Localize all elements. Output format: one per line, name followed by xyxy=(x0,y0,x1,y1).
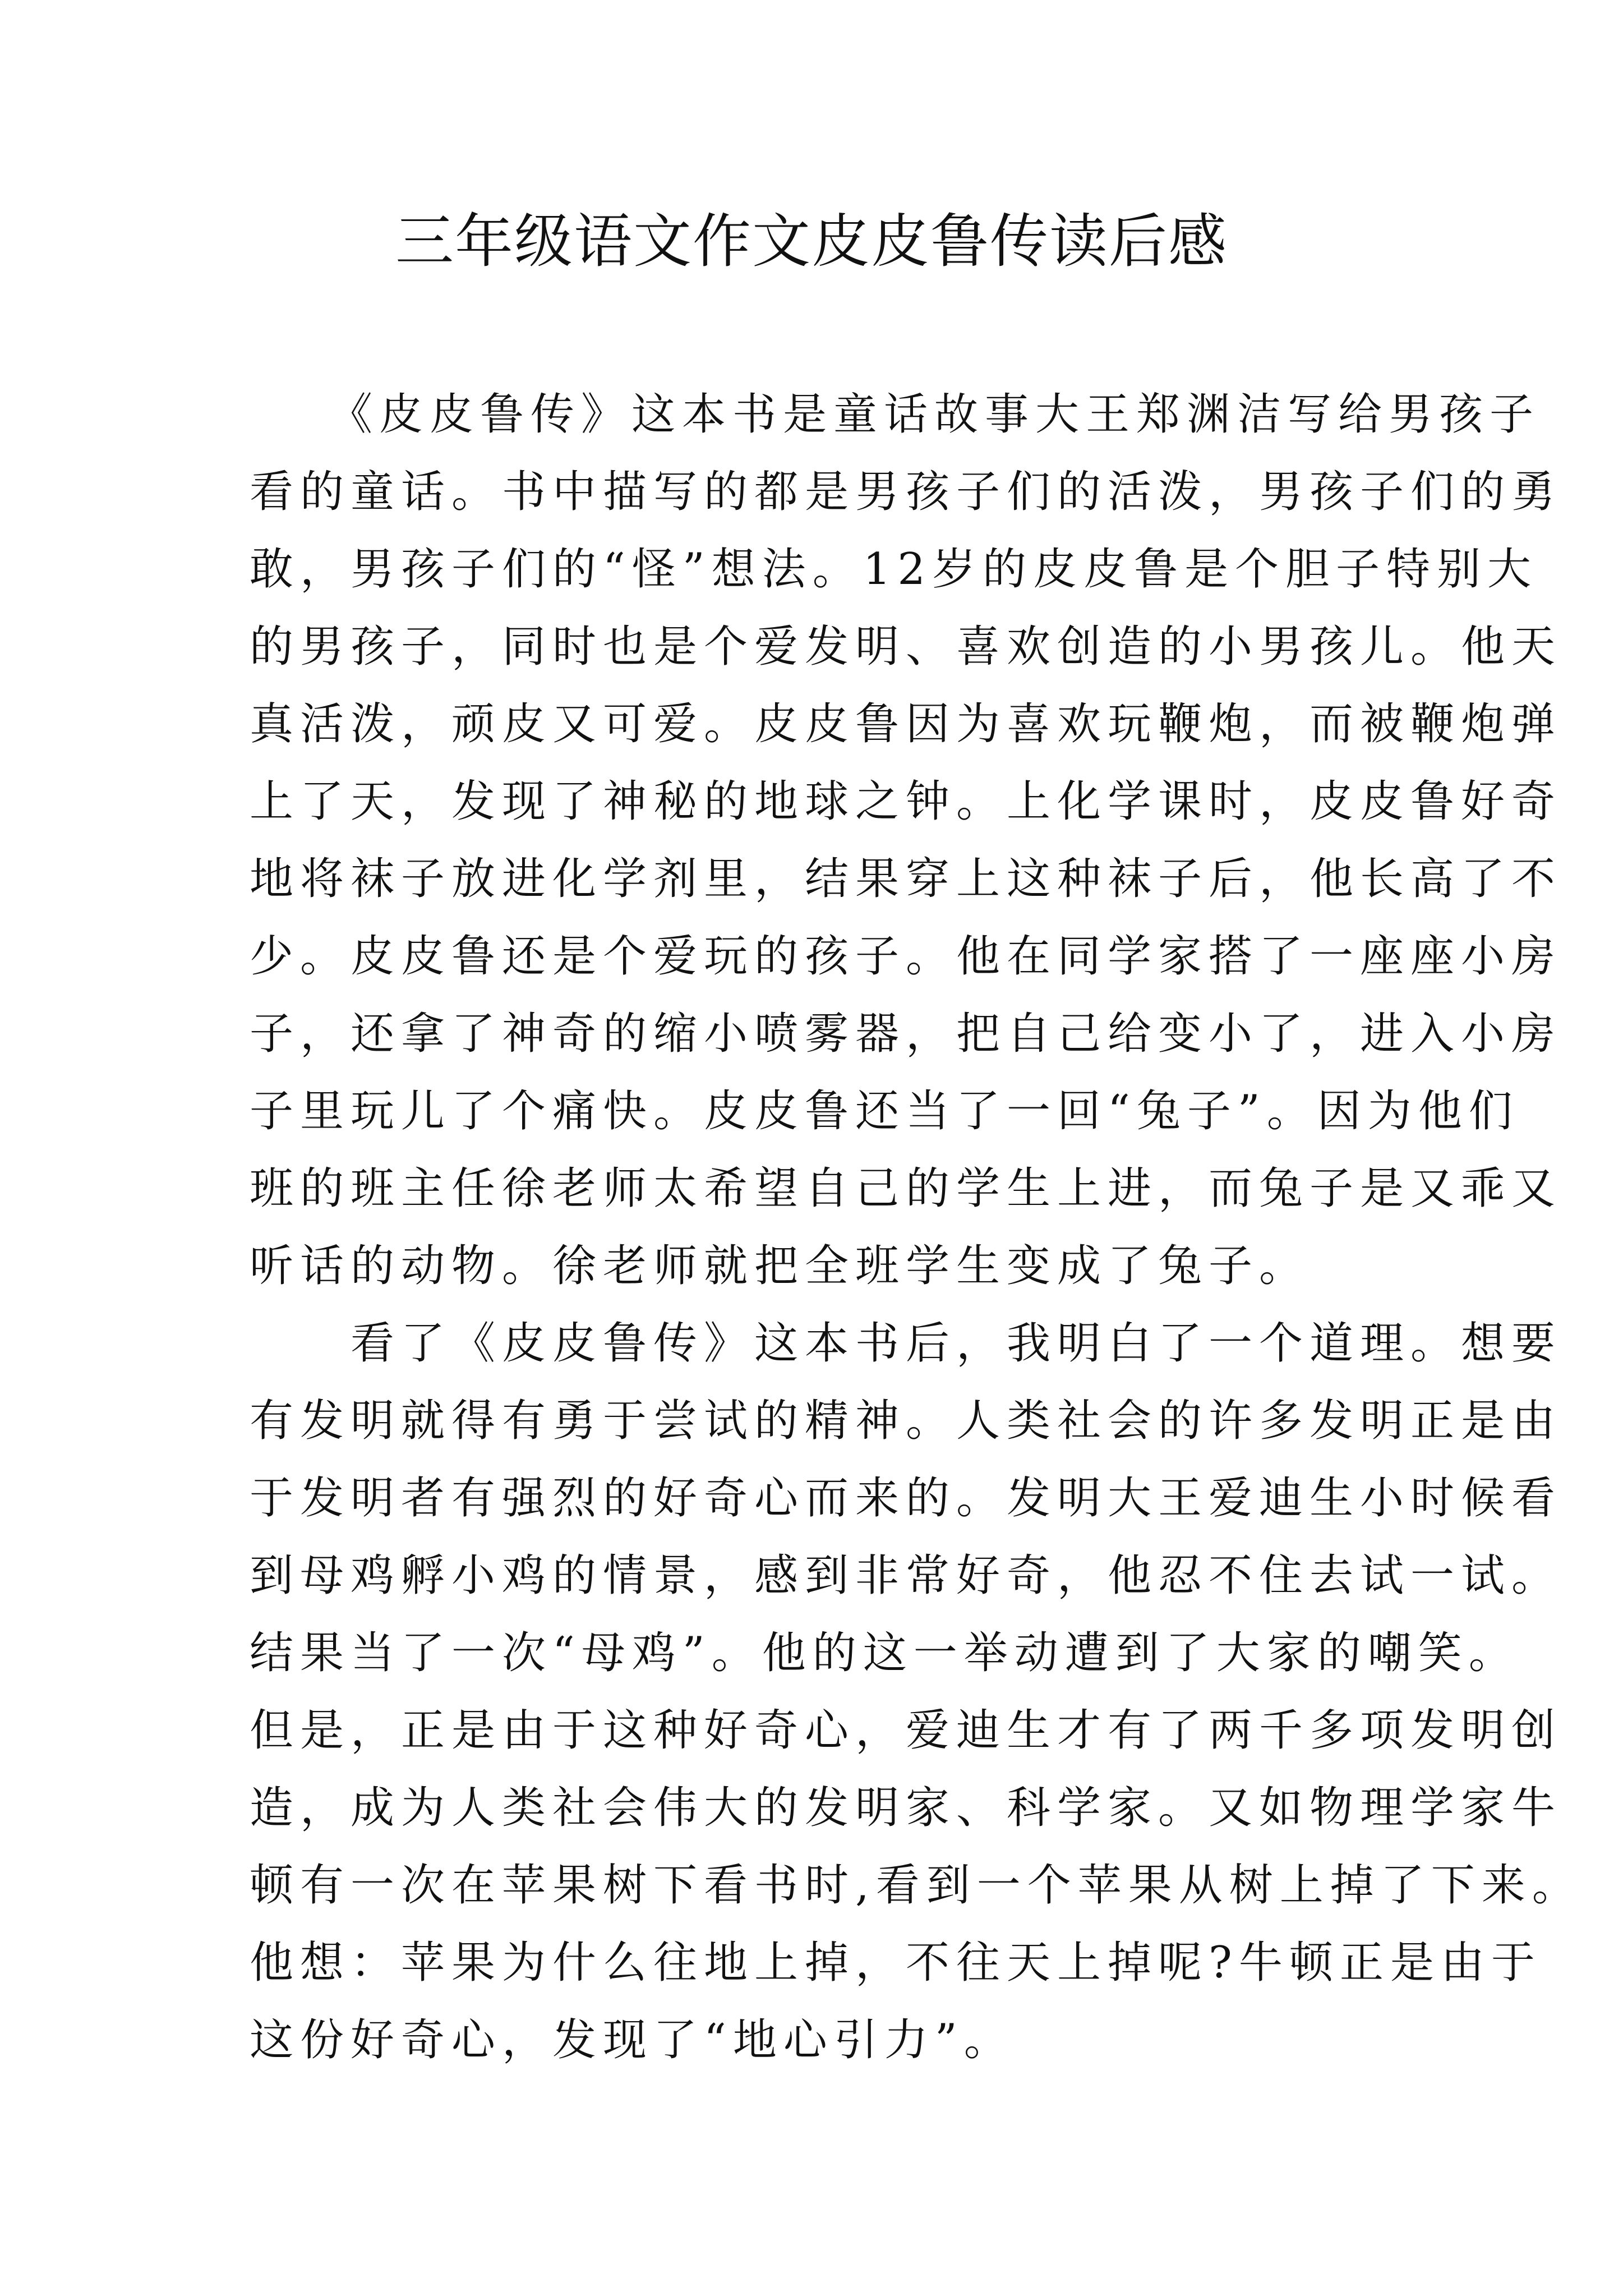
text-line: 顿有一次在苹果树下看书时,看到一个苹果从树上掉了下来。 xyxy=(250,1860,1583,1911)
text-line: 看的童话。书中描写的都是男孩子们的活泼，男孩子们的勇 xyxy=(250,467,1562,517)
text-line: 结果当了一次“母鸡”。他的这一举动遭到了大家的嘲笑。 xyxy=(250,1628,1519,1678)
text-line: 于发明者有强烈的好奇心而来的。发明大王爱迪生小时候看 xyxy=(250,1473,1562,1524)
text-line: 的男孩子，同时也是个爱发明、喜欢创造的小男孩儿。他天 xyxy=(250,622,1562,672)
text-line: 子里玩儿了个痛快。皮皮鲁还当了一回“兔子”。因为他们 xyxy=(250,1086,1519,1137)
essay-body xyxy=(250,376,1583,2079)
text-line: 看了《皮皮鲁传》这本书后，我明白了一个道理。想要 xyxy=(250,1318,1562,1369)
text-line: 上了天，发现了神秘的地球之钟。上化学课时，皮皮鲁好奇 xyxy=(250,776,1562,827)
page-title: 三年级语文作文皮皮鲁传读后感 xyxy=(395,207,1228,275)
text-line: 但是，正是由于这种好奇心，爱迪生才有了两千多项发明创 xyxy=(250,1705,1562,1756)
text-line: 他想：苹果为什么往地上掉，不往天上掉呢?牛顿正是由于 xyxy=(250,1938,1542,1988)
text-line: 这份好奇心，发现了“地心引力”。 xyxy=(250,2015,1015,2065)
text-line: 班的班主任徐老师太希望自己的学生上进，而兔子是又乖又 xyxy=(250,1163,1562,1214)
text-line: 真活泼，顽皮又可爱。皮皮鲁因为喜欢玩鞭炮，而被鞭炮弹 xyxy=(250,699,1562,749)
text-line: 有发明就得有勇于尝试的精神。人类社会的许多发明正是由 xyxy=(250,1396,1562,1446)
text-line: 地将袜子放进化学剂里，结果穿上这种袜子后，他长高了不 xyxy=(250,854,1562,904)
text-line: 造，成为人类社会伟大的发明家、科学家。又如物理学家牛 xyxy=(250,1783,1562,1833)
text-line: 子，还拿了神奇的缩小喷雾器，把自己给变小了，进入小房 xyxy=(250,1009,1562,1059)
text-line: 到母鸡孵小鸡的情景，感到非常好奇，他忍不住去试一试。 xyxy=(250,1550,1562,1601)
text-line: 敢，男孩子们的“怪”想法。12岁的皮皮鲁是个胆子特别大 xyxy=(250,544,1538,595)
text-line: 少。皮皮鲁还是个爱玩的孩子。他在同学家搭了一座座小房 xyxy=(250,931,1562,982)
text-line: 《皮皮鲁传》这本书是童话故事大王郑渊洁写给男孩子 xyxy=(250,389,1541,440)
text-line: 听话的动物。徐老师就把全班学生变成了兔子。 xyxy=(250,1241,1310,1291)
